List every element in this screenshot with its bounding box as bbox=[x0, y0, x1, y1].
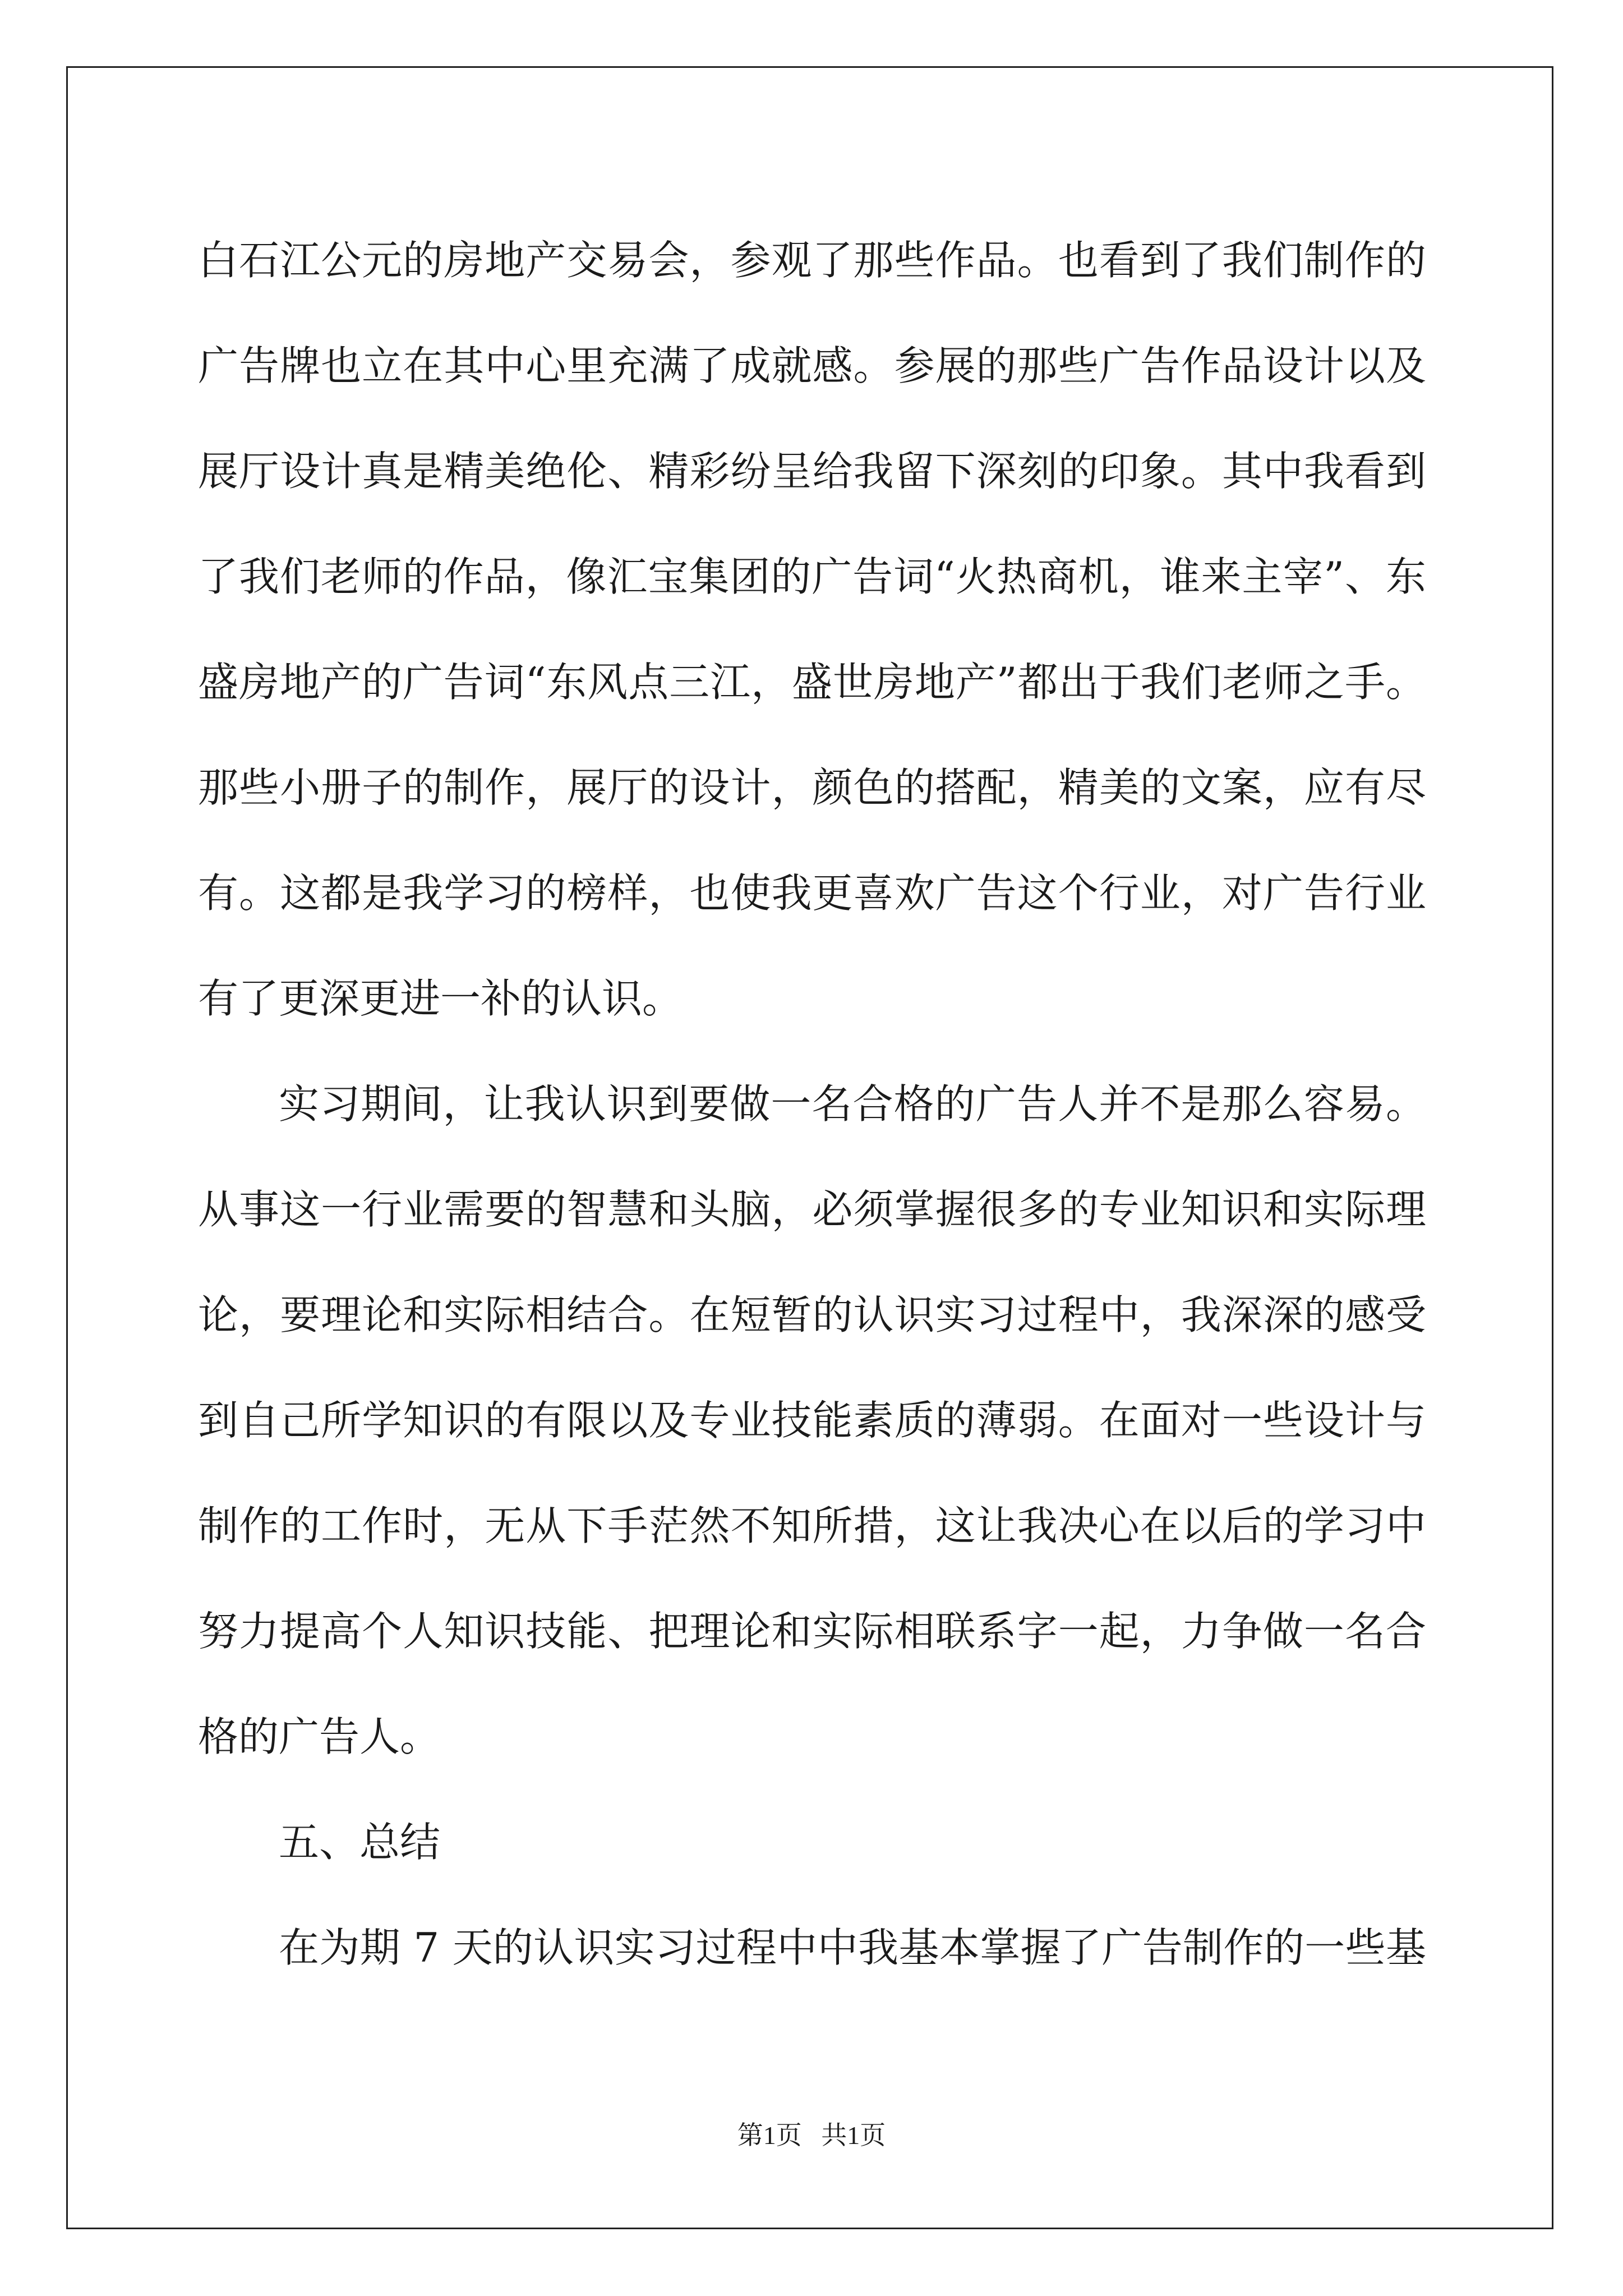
text-line: 从事这一行业需要的智慧和头脑，必须掌握很多的专业知识和实际理 bbox=[198, 1186, 1426, 1233]
text-line: 有。这都是我学习的榜样，也使我更喜欢广告这个行业，对广告行业 bbox=[198, 869, 1426, 917]
text-line: 白石江公元的房地产交易会，参观了那些作品。也看到了我们制作的 bbox=[198, 237, 1426, 284]
text-line: 努力提高个人知识技能、把理论和实际相联系字一起，力争做一名合 bbox=[198, 1608, 1426, 1655]
text-line: 了我们老师的作品，像汇宝集团的广告词“火热商机，谁来主宰”、东 bbox=[198, 553, 1426, 600]
text-line: 到自己所学知识的有限以及专业技能素质的薄弱。在面对一些设计与 bbox=[198, 1397, 1426, 1444]
text-line: 有了更深更进一补的认识。 bbox=[198, 975, 683, 1022]
text-line: 那些小册子的制作，展厅的设计，颜色的搭配，精美的文案，应有尽 bbox=[198, 764, 1426, 811]
document-body bbox=[198, 208, 1426, 2000]
page-footer: 第1页 共1页 bbox=[737, 2121, 886, 2150]
text-line: 广告牌也立在其中心里充满了成就感。参展的那些广告作品设计以及 bbox=[198, 342, 1426, 389]
text-line: 五、总结 bbox=[279, 1819, 441, 1866]
text-line: 展厅设计真是精美绝伦、精彩纷呈给我留下深刻的印象。其中我看到 bbox=[198, 448, 1426, 495]
text-line: 论，要理论和实际相结合。在短暂的认识实习过程中，我深深的感受 bbox=[198, 1291, 1426, 1338]
text-line: 格的广告人。 bbox=[198, 1713, 441, 1760]
text-line: 制作的工作时，无从下手茫然不知所措，这让我决心在以后的学习中 bbox=[198, 1502, 1426, 1549]
text-line: 实习期间，让我认识到要做一名合格的广告人并不是那么容易。 bbox=[279, 1080, 1426, 1128]
text-line: 盛房地产的广告词“东风点三江，盛世房地产”都出于我们老师之手。 bbox=[198, 659, 1426, 706]
text-line: 在为期 7 天的认识实习过程中中我基本掌握了广告制作的一些基 bbox=[279, 1924, 1426, 1971]
